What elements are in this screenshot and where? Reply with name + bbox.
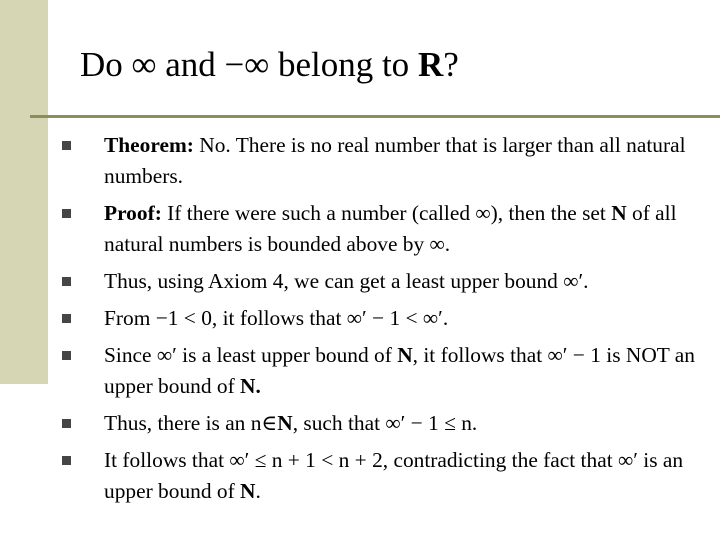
slide-title [80, 44, 459, 86]
bullet-text: Thus, there is an n∈ [104, 411, 278, 435]
bullet-list [62, 130, 718, 513]
bullet-text: of all natural numbers is bounded above by ∞. [104, 201, 677, 256]
title-divider [30, 115, 720, 118]
bullet-proof [62, 198, 718, 260]
square-bullet-icon [62, 351, 71, 360]
set-symbol: N [397, 343, 413, 367]
bullet-text: It follows that ∞′ ≤ n + 1 < n + 2, contradicting the fact that ∞′ is an upper bound of [104, 448, 684, 503]
set-symbol: N. [240, 374, 261, 398]
bullet-label: Theorem: [104, 133, 194, 157]
square-bullet-icon [62, 314, 71, 323]
set-symbol: N [240, 479, 256, 503]
bullet-text: Thus, using Axiom 4, we can get a least upper bound ∞′. [104, 269, 589, 293]
set-symbol: N [277, 411, 293, 435]
bullet-text: , it follows that ∞′ − 1 is NOT an upper bound of [104, 343, 695, 398]
square-bullet-icon [62, 277, 71, 286]
bullet-exists-n [62, 408, 718, 439]
bullet-text: No. There is no real number that is larger than all natural numbers. [104, 133, 686, 188]
square-bullet-icon [62, 141, 71, 150]
title-lead: Do ∞ and −∞ belong to [80, 45, 418, 84]
bullet-text: If there were such a number (called ∞), then the set [161, 201, 612, 225]
set-symbol: N [611, 201, 627, 225]
square-bullet-icon [62, 456, 71, 465]
bullet-axiom [62, 266, 718, 297]
bullet-inequality [62, 303, 718, 334]
bullet-not-upper-bound [62, 340, 718, 402]
bullet-text: Since ∞′ is a least upper bound of [104, 343, 398, 367]
title-tail: ? [443, 45, 459, 84]
bullet-theorem [62, 130, 718, 192]
square-bullet-icon [62, 419, 71, 428]
decorative-side-bar [0, 0, 48, 384]
title-set-symbol: R [417, 45, 444, 84]
bullet-text: , such that ∞′ − 1 ≤ n. [292, 411, 478, 435]
bullet-text: From −1 < 0, it follows that ∞′ − 1 < ∞′. [104, 306, 449, 330]
bullet-label: Proof: [104, 201, 162, 225]
bullet-text: . [255, 479, 261, 503]
bullet-contradiction [62, 445, 718, 507]
square-bullet-icon [62, 209, 71, 218]
